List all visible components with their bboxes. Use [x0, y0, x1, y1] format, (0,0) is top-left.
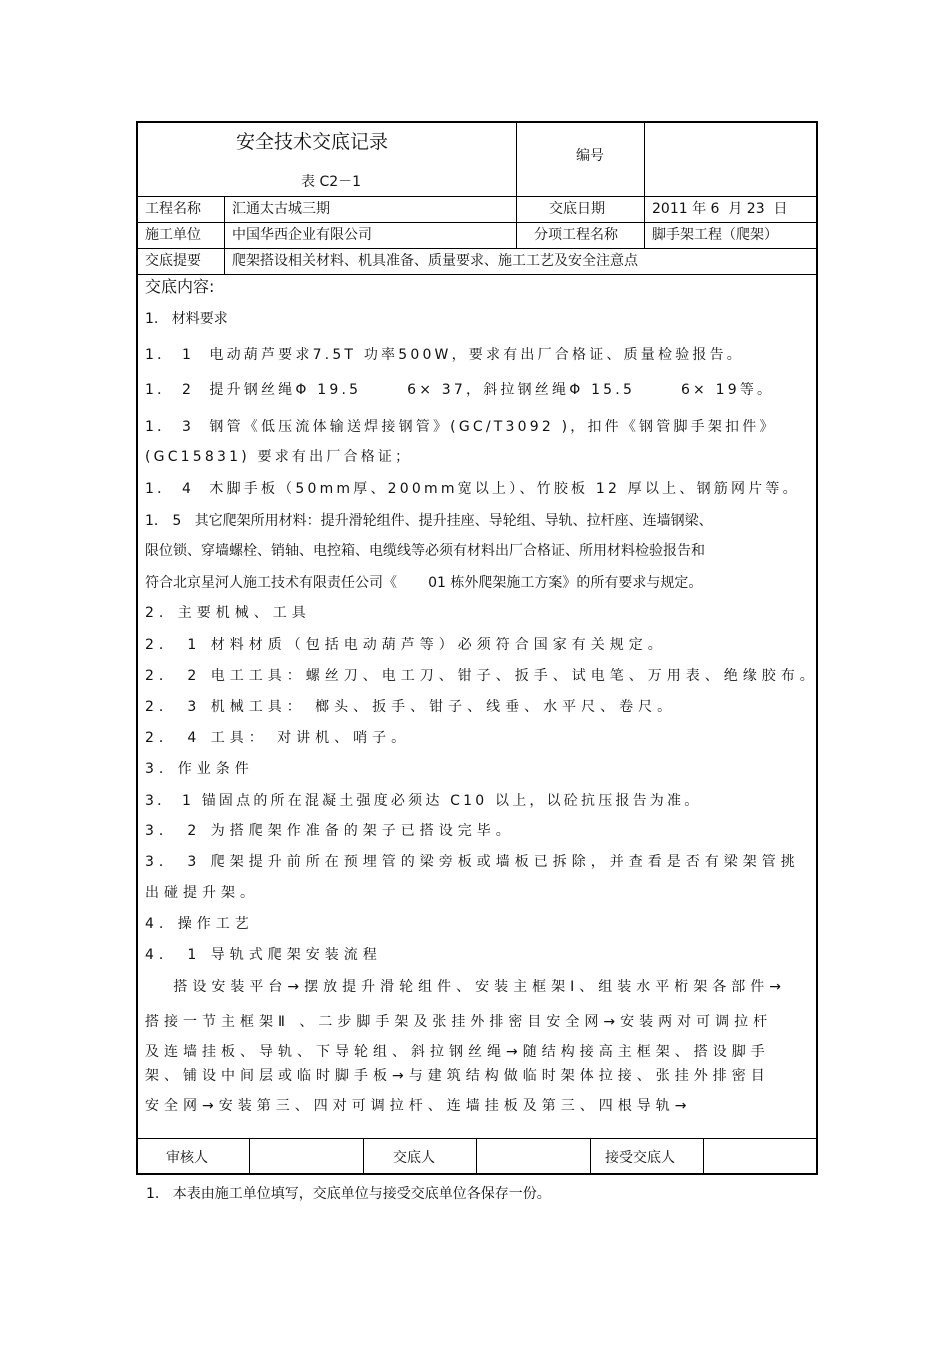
- content-line: 1． 2 提升钢丝绳Φ 19.5 6× 37，斜拉钢丝绳Φ 15.5 6× 19等。: [145, 382, 775, 398]
- content-heading: 交底内容:: [145, 277, 215, 296]
- col-divider: [644, 122, 645, 248]
- content-line: 搭接一节主框架Ⅱ 、二步脚手架及张挂外排密目安全网→安装两对可调拉杆: [145, 1014, 773, 1030]
- col-divider: [363, 1138, 364, 1174]
- content-line: 2． 4 工具： 对讲机、哨子。: [145, 730, 411, 746]
- content-line: 限位锁、穿墙螺栓、销轴、电控箱、电缆线等必须有材料出厂合格证、所用材料检验报告和: [145, 543, 705, 559]
- content-line: 1． 3 钢管《低压流体输送焊接钢管》(GC/T3092 )，扣件《钢管脚手架扣件》: [145, 419, 777, 435]
- receiver-label: 接受交底人: [605, 1150, 675, 1166]
- content-line: 4. 操作工艺: [145, 916, 254, 932]
- content-line: 1. 材料要求: [145, 311, 228, 327]
- unit-value: 中国华西企业有限公司: [232, 227, 372, 243]
- col-divider: [249, 1138, 250, 1174]
- col-divider: [703, 1138, 704, 1174]
- number-label: 编号: [576, 148, 604, 164]
- form-number: 表 C2－1: [301, 174, 362, 190]
- row-divider: [137, 196, 817, 197]
- content-line: 出碰提升架。: [145, 885, 259, 901]
- discloser-label: 交底人: [393, 1150, 435, 1166]
- content-line: 2. 主要机械、工具: [145, 605, 311, 621]
- content-line: 4． 1 导轨式爬架安装流程: [145, 947, 382, 963]
- subproject-value: 脚手架工程（爬架）: [652, 227, 778, 243]
- footnote: 1. 本表由施工单位填写，交底单位与接受交底单位各保存一份。: [146, 1186, 551, 1202]
- content-line: 符合北京星河人施工技术有限责任公司《 01 栋外爬架施工方案》的所有要求与规定。: [145, 575, 703, 591]
- content-line: 3． 1 锚固点的所在混凝土强度必须达 C10 以上，以砼抗压报告为准。: [145, 793, 702, 809]
- date-value: 2011 年 6 月 23 日: [652, 201, 788, 217]
- summary-value: 爬架搭设相关材料、机具准备、质量要求、施工工艺及安全注意点: [232, 253, 638, 269]
- content-line: 1． 4 木脚手板（50mm厚、200mm宽以上）、竹胶板 12 厚以上、钢筋网片等。: [145, 481, 800, 497]
- content-line: 及连墙挂板、导轨、下导轮组、斜拉钢丝绳→随结构接高主框架、搭设脚手: [145, 1044, 770, 1060]
- unit-label: 施工单位: [145, 227, 201, 243]
- content-line: 2． 2 电工工具：螺丝刀、电工刀、钳子、扳手、试电笔、万用表、绝缘胶布。: [145, 668, 819, 684]
- project-value: 汇通太古城三期: [232, 201, 330, 217]
- content-line: (GC15831) 要求有出厂合格证；: [145, 449, 413, 465]
- col-divider: [516, 122, 517, 248]
- summary-label: 交底提要: [145, 253, 201, 269]
- content-line: 安全网→安装第三、四对可调拉杆、连墙挂板及第三、四根导轨→: [145, 1098, 692, 1114]
- row-divider: [137, 248, 817, 249]
- content-line: 1． 5 其它爬架所用材料：提升滑轮组件、提升挂座、导轮组、导轨、拉杆座、连墙钢梁、: [145, 513, 713, 529]
- row-divider: [137, 222, 817, 223]
- content-line: 架、铺设中间层或临时脚手板→与建筑结构做临时架体拉接、张挂外排密目: [145, 1068, 770, 1084]
- content-line: 3． 2 为搭爬架作准备的架子已搭设完毕。: [145, 823, 515, 839]
- row-divider: [137, 274, 817, 275]
- row-divider: [137, 1138, 817, 1139]
- subproject-label: 分项工程名称: [534, 227, 618, 243]
- content-line: 2． 3 机械工具： 榔头、扳手、钳子、线垂、水平尺、卷尺。: [145, 699, 677, 715]
- project-label: 工程名称: [145, 201, 201, 217]
- content-line: 3. 作业条件: [145, 761, 254, 777]
- form-title: 安全技术交底记录: [236, 131, 389, 153]
- reviewer-label: 审核人: [166, 1150, 208, 1166]
- col-divider: [476, 1138, 477, 1174]
- content-line: 2． 1 材料材质（包括电动葫芦等）必须符合国家有关规定。: [145, 637, 667, 653]
- content-line: 搭设安装平台→摆放提升滑轮组件、安装主框架Ⅰ、组装水平桁架各部件→: [145, 979, 786, 995]
- col-divider: [590, 1138, 591, 1174]
- col-divider: [224, 196, 225, 274]
- content-line: 1． 1 电动葫芦要求7.5T 功率500W，要求有出厂合格证、质量检验报告。: [145, 347, 744, 363]
- date-label: 交底日期: [549, 201, 605, 217]
- content-line: 3． 3 爬架提升前所在预埋管的梁旁板或墙板已拆除，并查看是否有梁架管挑: [145, 854, 800, 870]
